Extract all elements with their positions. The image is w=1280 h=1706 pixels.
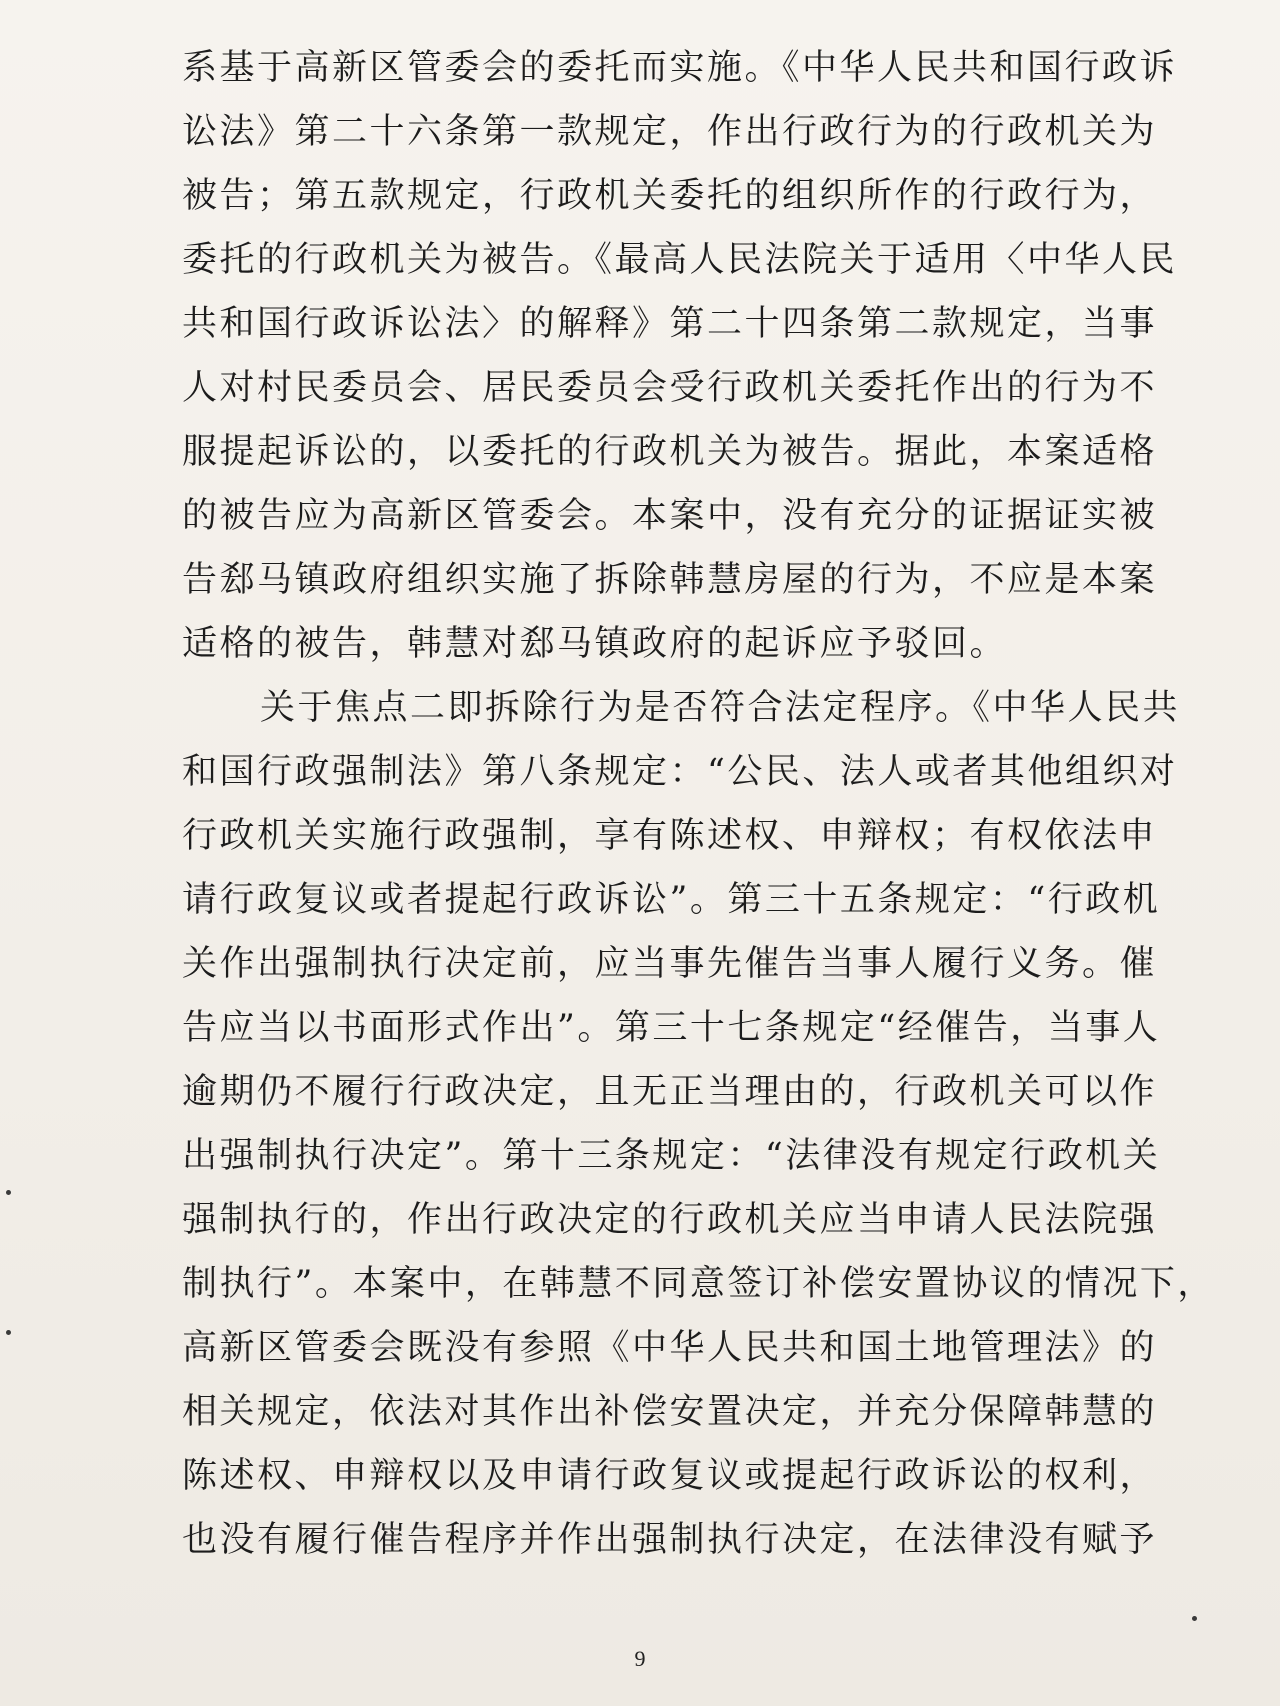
text-line: 请行政复议或者提起行政诉讼”。第三十五条规定：“行政机 [182,880,1161,920]
scan-speck [1192,1616,1197,1621]
text-line: 系基于高新区管委会的委托而实施。《中华人民共和国行政诉 [182,48,1178,88]
text-line: 关作出强制执行决定前，应当事先催告当事人履行义务。催 [182,944,1158,984]
scan-speck [6,1330,11,1335]
text-line: 制执行”。本案中，在韩慧不同意签订补偿安置协议的情况下， [182,1264,1215,1304]
text-line: 和国行政强制法》第八条规定：“公民、法人或者其他组织对 [182,752,1178,792]
scan-speck [6,1190,11,1195]
text-line: 告郄马镇政府组织实施了拆除韩慧房屋的行为，不应是本案 [182,560,1158,600]
page-number: 9 [634,1646,646,1671]
text-line: 服提起诉讼的，以委托的行政机关为被告。据此，本案适格 [182,432,1158,472]
text-line: 共和国行政诉讼法〉的解释》第二十四条第二款规定，当事 [182,304,1158,344]
body-text [182,36,1215,1572]
text-line: 陈述权、申辩权以及申请行政复议或提起行政诉讼的权利， [182,1456,1158,1496]
paragraph-start-line: 关于焦点二即拆除行为是否符合法定程序。《中华人民共 [260,688,1181,728]
text-line: 也没有履行催告程序并作出强制执行决定，在法律没有赋予 [182,1520,1158,1560]
text-line: 讼法》第二十六条第一款规定，作出行政行为的行政机关为 [182,112,1158,152]
text-line: 适格的被告，韩慧对郄马镇政府的起诉应予驳回。 [182,624,1008,664]
text-line: 的被告应为高新区管委会。本案中，没有充分的证据证实被 [182,496,1158,536]
text-line: 强制执行的，作出行政决定的行政机关应当申请人民法院强 [182,1200,1158,1240]
text-line: 出强制执行决定”。第十三条规定：“法律没有规定行政机关 [182,1136,1161,1176]
text-line: 行政机关实施行政强制，享有陈述权、申辩权；有权依法申 [182,816,1158,856]
text-line: 逾期仍不履行行政决定，且无正当理由的，行政机关可以作 [182,1072,1158,1112]
text-line: 高新区管委会既没有参照《中华人民共和国土地管理法》的 [182,1328,1158,1368]
text-line: 人对村民委员会、居民委员会受行政机关委托作出的行为不 [182,368,1158,408]
text-line: 被告；第五款规定，行政机关委托的组织所作的行政行为， [182,176,1158,216]
text-line: 委托的行政机关为被告。《最高人民法院关于适用〈中华人民 [182,240,1178,280]
text-line: 告应当以书面形式作出”。第三十七条规定“经催告，当事人 [182,1008,1161,1048]
text-line: 相关规定，依法对其作出补偿安置决定，并充分保障韩慧的 [182,1392,1158,1432]
